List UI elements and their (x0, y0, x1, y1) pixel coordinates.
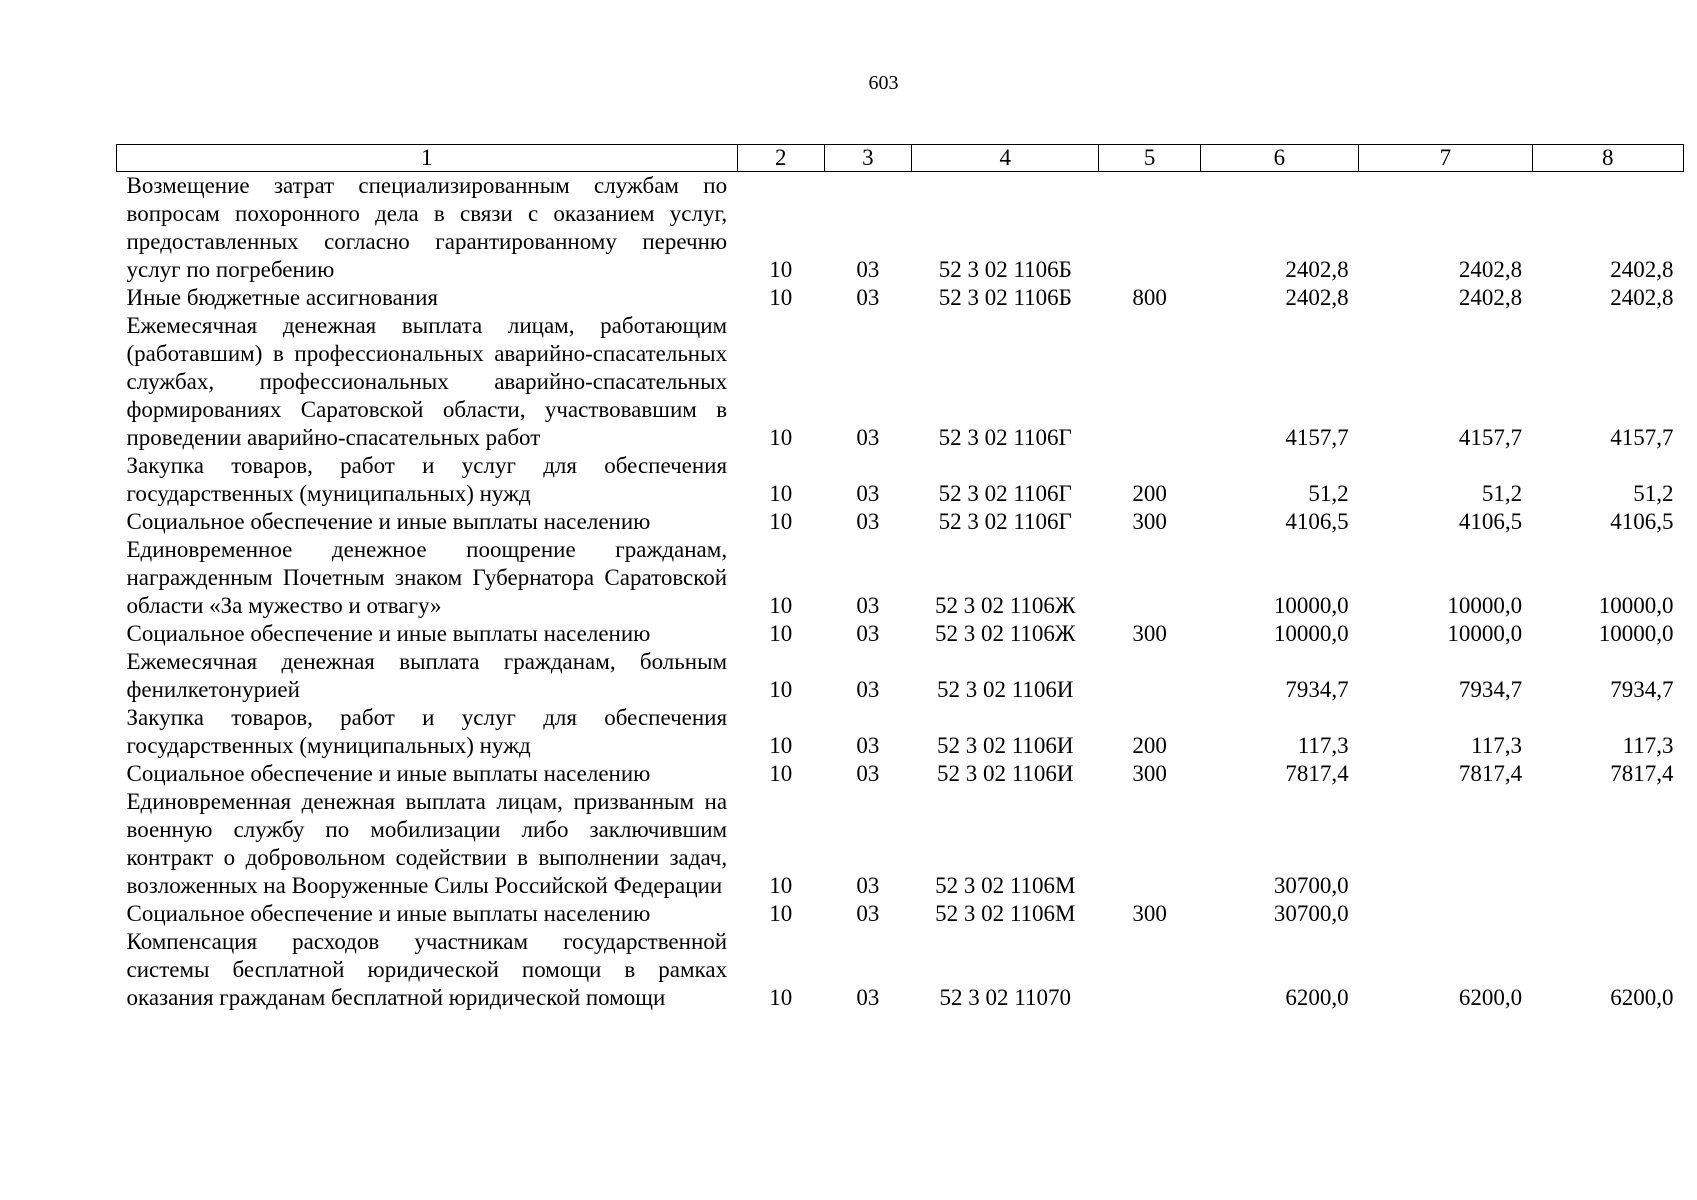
row-expense-type: 200 (1132, 733, 1167, 758)
table-row (117, 312, 1684, 452)
row-expense-type (1099, 788, 1200, 900)
row-subsection: 03 (856, 985, 880, 1010)
row-expense-type: 300 (1132, 901, 1167, 926)
row-expense-type: 800 (1132, 285, 1167, 310)
row-value-col-8: 4106,5 (1610, 509, 1674, 534)
row-name: Возмещение затрат специализированным службам по вопросам похоронного дела в связи с оказанием услуг, предоставленных согласно гарантированному перечню услуг по погребению (126, 173, 728, 282)
row-value-col-7: 10000,0 (1447, 593, 1523, 618)
row-section: 10 (769, 901, 793, 926)
table-row (117, 928, 1684, 1012)
row-expense-type: 300 (1132, 621, 1167, 646)
row-section: 10 (769, 761, 793, 786)
table-row (117, 900, 1684, 928)
row-value-col-7: 117,3 (1471, 733, 1523, 758)
row-section: 10 (769, 873, 793, 898)
header-col-4: 4 (912, 145, 1099, 172)
row-name: Социальное обеспечение и иные выплаты населению (126, 621, 651, 646)
row-section: 10 (769, 257, 793, 282)
row-name: Социальное обеспечение и иные выплаты населению (126, 761, 651, 786)
row-section: 10 (769, 677, 793, 702)
row-value-col-6: 117,3 (1297, 733, 1349, 758)
row-section: 10 (769, 733, 793, 758)
row-subsection: 03 (856, 733, 880, 758)
header-col-8: 8 (1532, 145, 1683, 172)
row-target-code: 52 3 02 1106Б (938, 285, 1072, 310)
row-value-col-8: 10000,0 (1598, 593, 1674, 618)
row-expense-type: 300 (1132, 509, 1167, 534)
row-value-col-6: 30700,0 (1273, 873, 1349, 898)
row-name: Социальное обеспечение и иные выплаты населению (126, 509, 651, 534)
row-value-col-6: 2402,8 (1285, 285, 1349, 310)
row-value-col-8: 51,2 (1633, 481, 1674, 506)
row-subsection: 03 (856, 761, 880, 786)
row-value-col-7 (1359, 900, 1532, 928)
row-section: 10 (769, 425, 793, 450)
row-value-col-7: 10000,0 (1447, 621, 1523, 646)
row-value-col-6: 4157,7 (1285, 425, 1349, 450)
row-value-col-8: 7817,4 (1610, 761, 1674, 786)
table-row (117, 648, 1684, 704)
table-row (117, 284, 1684, 312)
header-col-1: 1 (117, 145, 738, 172)
row-value-col-6: 10000,0 (1273, 621, 1349, 646)
table-row (117, 536, 1684, 620)
row-expense-type (1099, 536, 1200, 620)
row-subsection: 03 (856, 509, 880, 534)
table-row (117, 508, 1684, 536)
row-value-col-8: 10000,0 (1598, 621, 1674, 646)
row-target-code: 52 3 02 1106И (936, 733, 1074, 758)
row-value-col-8: 2402,8 (1610, 285, 1674, 310)
row-section: 10 (769, 481, 793, 506)
row-expense-type (1099, 648, 1200, 704)
table-row (117, 172, 1684, 285)
row-subsection: 03 (856, 425, 880, 450)
row-name: Компенсация расходов участникам государственной системы бесплатной юридической помощи в рамках оказания гражданам бесплатной юридической помощи (126, 929, 728, 1010)
row-value-col-6: 10000,0 (1273, 593, 1349, 618)
row-value-col-6: 6200,0 (1285, 985, 1349, 1010)
row-value-col-7: 7817,4 (1458, 761, 1523, 786)
row-value-col-8: 6200,0 (1610, 985, 1674, 1010)
row-target-code: 52 3 02 1106М (935, 901, 1076, 926)
row-subsection: 03 (856, 593, 880, 618)
row-value-col-6: 30700,0 (1273, 901, 1349, 926)
header-col-2: 2 (737, 145, 824, 172)
row-target-code: 52 3 02 1106М (935, 873, 1076, 898)
row-value-col-7: 51,2 (1481, 481, 1523, 506)
row-section: 10 (769, 985, 793, 1010)
row-name: Единовременная денежная выплата лицам, призванным на военную службу по мобилизации либо заключившим контракт о добровольном содействии в выполнении задач, возложенных на Вооруженные Силы Российской Федерации (126, 789, 728, 898)
table-row (117, 620, 1684, 648)
row-value-col-8: 2402,8 (1610, 257, 1674, 282)
row-subsection: 03 (856, 873, 880, 898)
row-value-col-6: 2402,8 (1285, 257, 1349, 282)
row-expense-type: 200 (1132, 481, 1167, 506)
row-section: 10 (769, 621, 793, 646)
row-section: 10 (769, 285, 793, 310)
budget-table (116, 144, 1684, 1012)
row-value-col-7: 2402,8 (1458, 257, 1523, 282)
row-value-col-7: 4106,5 (1458, 509, 1523, 534)
row-section: 10 (769, 509, 793, 534)
row-target-code: 52 3 02 1106Ж (934, 621, 1076, 646)
page-number: 603 (868, 72, 899, 94)
row-name: Закупка товаров, работ и услуг для обеспечения государственных (муниципальных) нужд (126, 453, 728, 506)
row-name: Закупка товаров, работ и услуг для обеспечения государственных (муниципальных) нужд (126, 705, 728, 758)
row-target-code: 52 3 02 1106И (936, 677, 1074, 702)
row-section: 10 (769, 593, 793, 618)
column-number-header-row (117, 145, 1684, 172)
row-name: Социальное обеспечение и иные выплаты населению (126, 901, 651, 926)
row-value-col-6: 4106,5 (1285, 509, 1349, 534)
row-value-col-6: 7934,7 (1285, 677, 1349, 702)
row-value-col-7 (1359, 788, 1532, 900)
row-target-code: 52 3 02 1106Б (938, 257, 1072, 282)
row-target-code: 52 3 02 11070 (939, 985, 1071, 1010)
row-value-col-8: 117,3 (1622, 733, 1674, 758)
header-col-7: 7 (1359, 145, 1532, 172)
row-value-col-7: 6200,0 (1458, 985, 1523, 1010)
row-value-col-7: 7934,7 (1458, 677, 1523, 702)
row-expense-type (1099, 312, 1200, 452)
row-value-col-8: 7934,7 (1610, 677, 1674, 702)
row-target-code: 52 3 02 1106Ж (934, 593, 1076, 618)
row-subsection: 03 (856, 257, 880, 282)
row-value-col-7: 2402,8 (1458, 285, 1523, 310)
row-subsection: 03 (856, 677, 880, 702)
row-value-col-6: 7817,4 (1285, 761, 1349, 786)
row-target-code: 52 3 02 1106Г (938, 425, 1072, 450)
row-name: Единовременное денежное поощрение гражданам, награжденным Почетным знаком Губернатора Саратовской области «За мужество и отвагу» (126, 537, 728, 618)
row-value-col-6: 51,2 (1308, 481, 1349, 506)
row-subsection: 03 (856, 285, 880, 310)
row-expense-type: 300 (1132, 761, 1167, 786)
table-row (117, 452, 1684, 508)
row-target-code: 52 3 02 1106Г (938, 509, 1072, 534)
header-col-6: 6 (1200, 145, 1358, 172)
row-target-code: 52 3 02 1106Г (938, 481, 1072, 506)
row-expense-type (1099, 928, 1200, 1012)
row-subsection: 03 (856, 901, 880, 926)
row-value-col-8: 4157,7 (1610, 425, 1674, 450)
row-value-col-8 (1532, 900, 1683, 928)
header-col-3: 3 (824, 145, 911, 172)
row-subsection: 03 (856, 621, 880, 646)
table-row (117, 760, 1684, 788)
row-name: Ежемесячная денежная выплата гражданам, больным фенилкетонурией (126, 649, 728, 702)
row-name: Ежемесячная денежная выплата лицам, работающим (работавшим) в профессиональных аварийно-спасательных службах, профессиональных аварийно-спасательных формированиях Саратовской области, участвовавшим в проведении аварийно-спасательных работ (126, 313, 728, 450)
header-col-5: 5 (1099, 145, 1200, 172)
table-row (117, 788, 1684, 900)
row-name: Иные бюджетные ассигнования (126, 285, 438, 310)
row-expense-type (1099, 172, 1200, 285)
row-value-col-7: 4157,7 (1458, 425, 1523, 450)
table-row (117, 704, 1684, 760)
row-subsection: 03 (856, 481, 880, 506)
row-value-col-8 (1532, 788, 1683, 900)
row-target-code: 52 3 02 1106И (936, 761, 1074, 786)
